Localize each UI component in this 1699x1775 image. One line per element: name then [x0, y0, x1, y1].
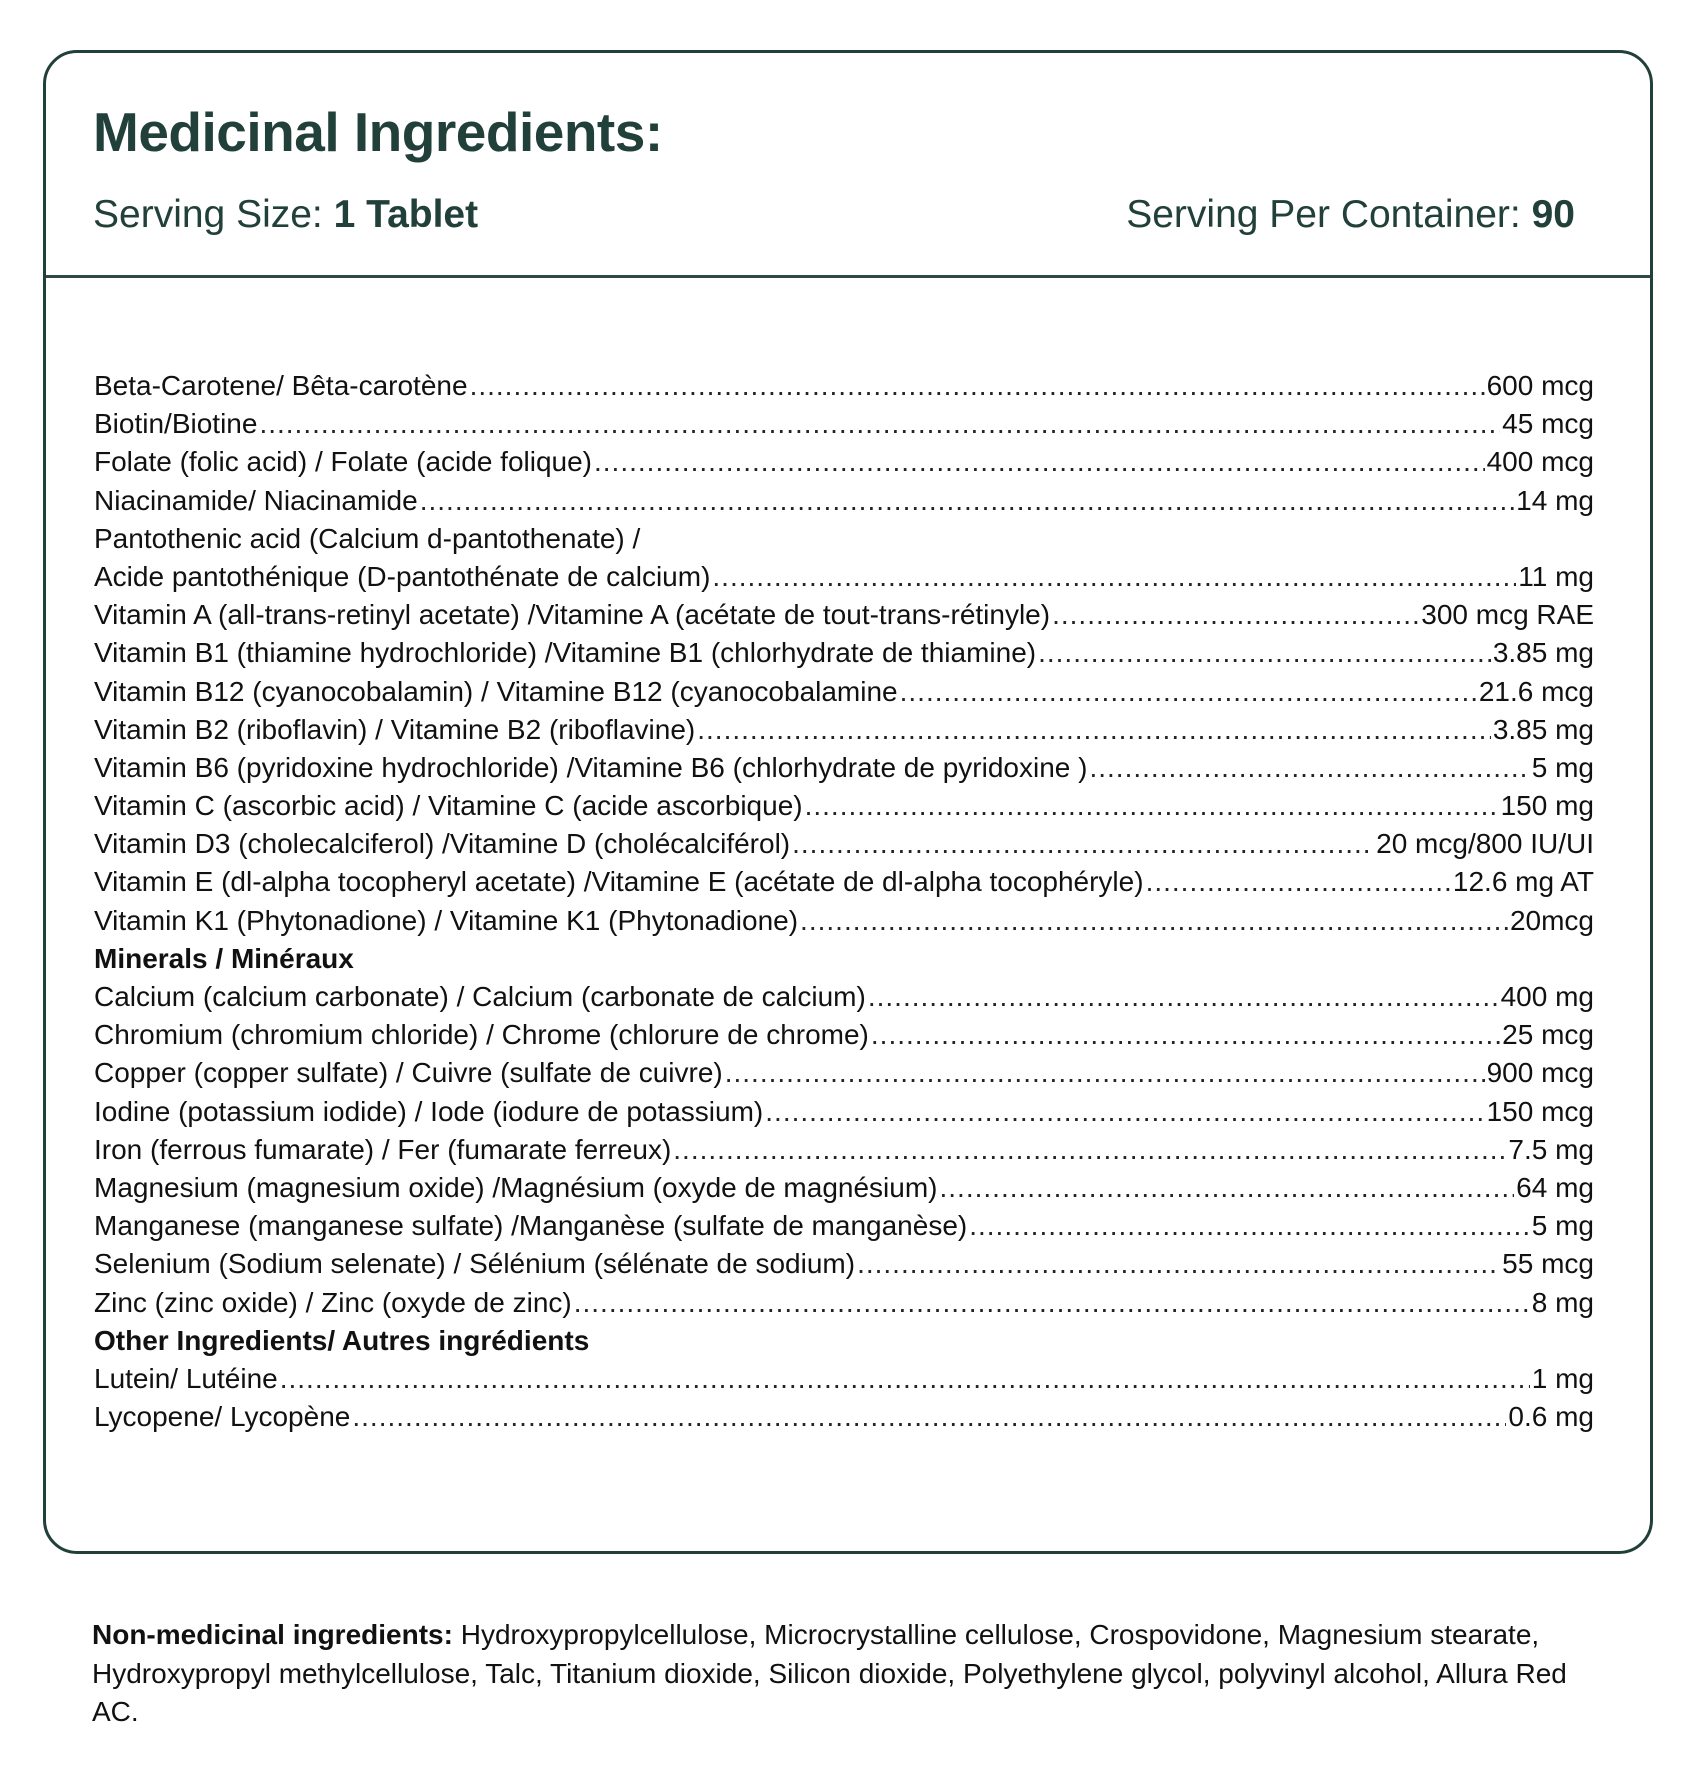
ingredient-amount: 150 mcg: [1486, 1095, 1594, 1127]
dot-leader: [800, 905, 1508, 937]
servings-per-container-label: Serving Per Container:: [1126, 193, 1521, 236]
ingredient-amount: 600 mcg: [1486, 370, 1594, 401]
ingredient-amount: 5 mg: [1531, 751, 1594, 783]
ingredient-amount: 0.6 mg: [1508, 1401, 1594, 1433]
ingredient-amount: 12.6 mg AT: [1452, 866, 1594, 898]
ingredient-amount: 25 mcg: [1502, 1019, 1594, 1051]
dot-leader: [868, 981, 1499, 1013]
ingredient-row: [94, 752, 1594, 790]
ingredient-row: [94, 790, 1594, 828]
dot-leader: [712, 561, 1516, 593]
ingredient-name: Copper (copper sulfate) / Cuivre (sulfate de cuivre): [94, 1057, 723, 1089]
dot-leader: [939, 1172, 1514, 1204]
ingredient-amount: 150 mg: [1500, 790, 1594, 822]
ingredient-name: Vitamin D3 (cholecalciferol) /Vitamine D (cholécalciférol): [94, 828, 791, 860]
section-heading: [94, 943, 1594, 981]
dot-leader: [594, 446, 1485, 478]
ingredient-amount: 5 mg: [1531, 1210, 1594, 1242]
ingredient-name: Vitamin B6 (pyridoxine hydrochloride) /Vitamine B6 (chlorhydrate de pyridoxine ): [94, 751, 1088, 783]
dot-leader: [765, 1096, 1484, 1128]
ingredient-amount: 55 mcg: [1502, 1248, 1594, 1280]
dot-leader: [871, 1019, 1500, 1051]
ingredient-row: [94, 408, 1594, 446]
ingredient-name: Lycopene/ Lycopène: [94, 1401, 351, 1433]
ingredient-amount: 45 mcg: [1502, 408, 1594, 440]
ingredient-list: [94, 370, 1594, 1439]
ingredient-row: [94, 1057, 1594, 1095]
ingredient-row: [94, 905, 1594, 943]
ingredient-name: Vitamin B2 (riboflavin) / Vitamine B2 (riboflavine): [94, 713, 696, 745]
ingredient-name: Lutein/ Lutéine: [94, 1362, 278, 1394]
serving-size-label: Serving Size:: [93, 193, 323, 236]
serving-size-value: 1 Tablet: [333, 193, 479, 236]
ingredient-name: Zinc (zinc oxide) / Zinc (oxyde de zinc): [94, 1286, 572, 1318]
ingredient-name: Vitamin B12 (cyanocobalamin) / Vitamine B12 (cyanocobalamine: [94, 675, 898, 707]
ingredient-name: Vitamin E (dl-alpha tocopheryl acetate) /Vitamine E (acétate de dl-alpha tocophéryle): [94, 866, 1144, 898]
ingredient-row: [94, 1287, 1594, 1325]
ingredient-row: [94, 1019, 1594, 1057]
ingredient-name: Acide pantothénique (D-pantothénate de calcium): [94, 560, 711, 592]
ingredient-row: [94, 1210, 1594, 1248]
medicinal-ingredients-panel: [43, 50, 1653, 1554]
ingredient-name: Iodine (potassium iodide) / Iode (iodure de potassium): [94, 1095, 764, 1127]
ingredient-amount: 3.85 mg: [1492, 637, 1594, 669]
dot-leader: [1052, 599, 1419, 631]
panel-header: [46, 53, 1650, 278]
ingredient-row: [94, 1172, 1594, 1210]
ingredient-amount: 8 mg: [1531, 1286, 1594, 1318]
ingredient-row: [94, 523, 1594, 561]
non-medicinal-label: Non-medicinal ingredients:: [92, 1619, 453, 1650]
ingredient-row: [94, 1096, 1594, 1134]
ingredient-amount: 21.6 mcg: [1478, 675, 1594, 707]
non-medicinal-text: Hydroxypropylcellulose, Microcrystalline cellulose, Crospovidone, Magnesium stearate, Hydroxypropyl methylcellulose, Talc, Titanium dioxide, Silicon dioxide, Polyethylene glycol, polyvinyl alcohol, Allura Red AC.: [92, 1619, 1567, 1727]
ingredient-name: Pantothenic acid (Calcium d-pantothenate) /: [94, 522, 641, 554]
ingredient-amount: 20mcg: [1509, 904, 1594, 936]
dot-leader: [259, 408, 1500, 440]
ingredient-name: Iron (ferrous fumarate) / Fer (fumarate ferreux): [94, 1133, 672, 1165]
ingredient-row: [94, 637, 1594, 675]
dot-leader: [900, 676, 1477, 708]
ingredient-name: Vitamin K1 (Phytonadione) / Vitamine K1 (Phytonadione): [94, 904, 799, 936]
ingredient-amount: 900 mcg: [1486, 1057, 1594, 1089]
ingredient-amount: 7.5 mg: [1508, 1133, 1594, 1165]
ingredient-row: [94, 446, 1594, 484]
ingredient-row: [94, 485, 1594, 523]
ingredient-name: Calcium (calcium carbonate) / Calcium (carbonate de calcium): [94, 981, 866, 1012]
ingredient-amount: 64 mg: [1516, 1171, 1594, 1203]
ingredient-name: Chromium (chromium chloride) / Chrome (chlorure de chrome): [94, 1019, 869, 1051]
ingredient-name: Vitamin C (ascorbic acid) / Vitamine C (acide ascorbique): [94, 790, 803, 822]
ingredient-amount: 1 mg: [1531, 1362, 1594, 1394]
dot-leader: [1089, 752, 1529, 784]
section-heading: [94, 1325, 1594, 1363]
ingredient-row: [94, 676, 1594, 714]
ingredient-name: Biotin/Biotine: [94, 408, 258, 440]
ingredient-name: Vitamin B1 (thiamine hydrochloride) /Vitamine B1 (chlorhydrate de thiamine): [94, 637, 1037, 669]
ingredient-row: [94, 370, 1594, 408]
dot-leader: [969, 1210, 1530, 1242]
page-title: Medicinal Ingredients:: [93, 101, 663, 163]
ingredient-row: [94, 1401, 1594, 1439]
ingredient-name: Beta-Carotene/ Bêta-carotène: [94, 370, 468, 401]
ingredient-row: [94, 981, 1594, 1019]
ingredient-row: [94, 1363, 1594, 1401]
ingredient-amount: 400 mg: [1500, 981, 1594, 1012]
dot-leader: [420, 485, 1514, 517]
ingredient-amount: 400 mcg: [1486, 446, 1594, 478]
dot-leader: [805, 790, 1499, 822]
dot-leader: [1146, 866, 1451, 898]
servings-per-container-value: 90: [1531, 193, 1575, 236]
dot-leader: [697, 714, 1491, 746]
ingredient-row: [94, 866, 1594, 904]
ingredient-name: Folate (folic acid) / Folate (acide folique): [94, 446, 592, 478]
dot-leader: [470, 370, 1485, 402]
section-heading-label: Minerals / Minéraux: [94, 942, 354, 974]
serving-size: [93, 193, 478, 237]
ingredient-row: [94, 828, 1594, 866]
dot-leader: [574, 1287, 1530, 1319]
ingredient-name: Manganese (manganese sulfate) /Manganèse (sulfate de manganèse): [94, 1210, 968, 1242]
ingredient-name: Selenium (Sodium selenate) / Sélénium (sélénate de sodium): [94, 1248, 856, 1280]
dot-leader: [280, 1363, 1530, 1395]
dot-leader: [792, 828, 1374, 860]
ingredient-row: [94, 561, 1594, 599]
section-heading-label: Other Ingredients/ Autres ingrédients: [94, 1324, 590, 1356]
servings-per-container: [1126, 193, 1575, 237]
ingredient-name: Niacinamide/ Niacinamide: [94, 484, 418, 516]
ingredient-name: Magnesium (magnesium oxide) /Magnésium (oxyde de magnésium): [94, 1171, 938, 1203]
ingredient-amount: 3.85 mg: [1492, 713, 1594, 745]
ingredient-row: [94, 1134, 1594, 1172]
ingredient-row: [94, 599, 1594, 637]
ingredient-amount: 300 mcg RAE: [1421, 599, 1594, 631]
non-medicinal-ingredients: [92, 1616, 1602, 1732]
dot-leader: [352, 1401, 1506, 1433]
dot-leader: [1038, 637, 1491, 669]
ingredient-amount: 20 mcg/800 IU/UI: [1376, 828, 1594, 860]
ingredient-amount: 11 mg: [1518, 560, 1594, 592]
ingredient-row: [94, 1248, 1594, 1286]
dot-leader: [673, 1134, 1506, 1166]
dot-leader: [857, 1248, 1500, 1280]
dot-leader: [725, 1057, 1485, 1089]
ingredient-name: Vitamin A (all-trans-retinyl acetate) /Vitamine A (acétate de tout-trans-rétinyle): [94, 599, 1051, 631]
ingredient-row: [94, 714, 1594, 752]
ingredient-amount: 14 mg: [1516, 484, 1594, 516]
